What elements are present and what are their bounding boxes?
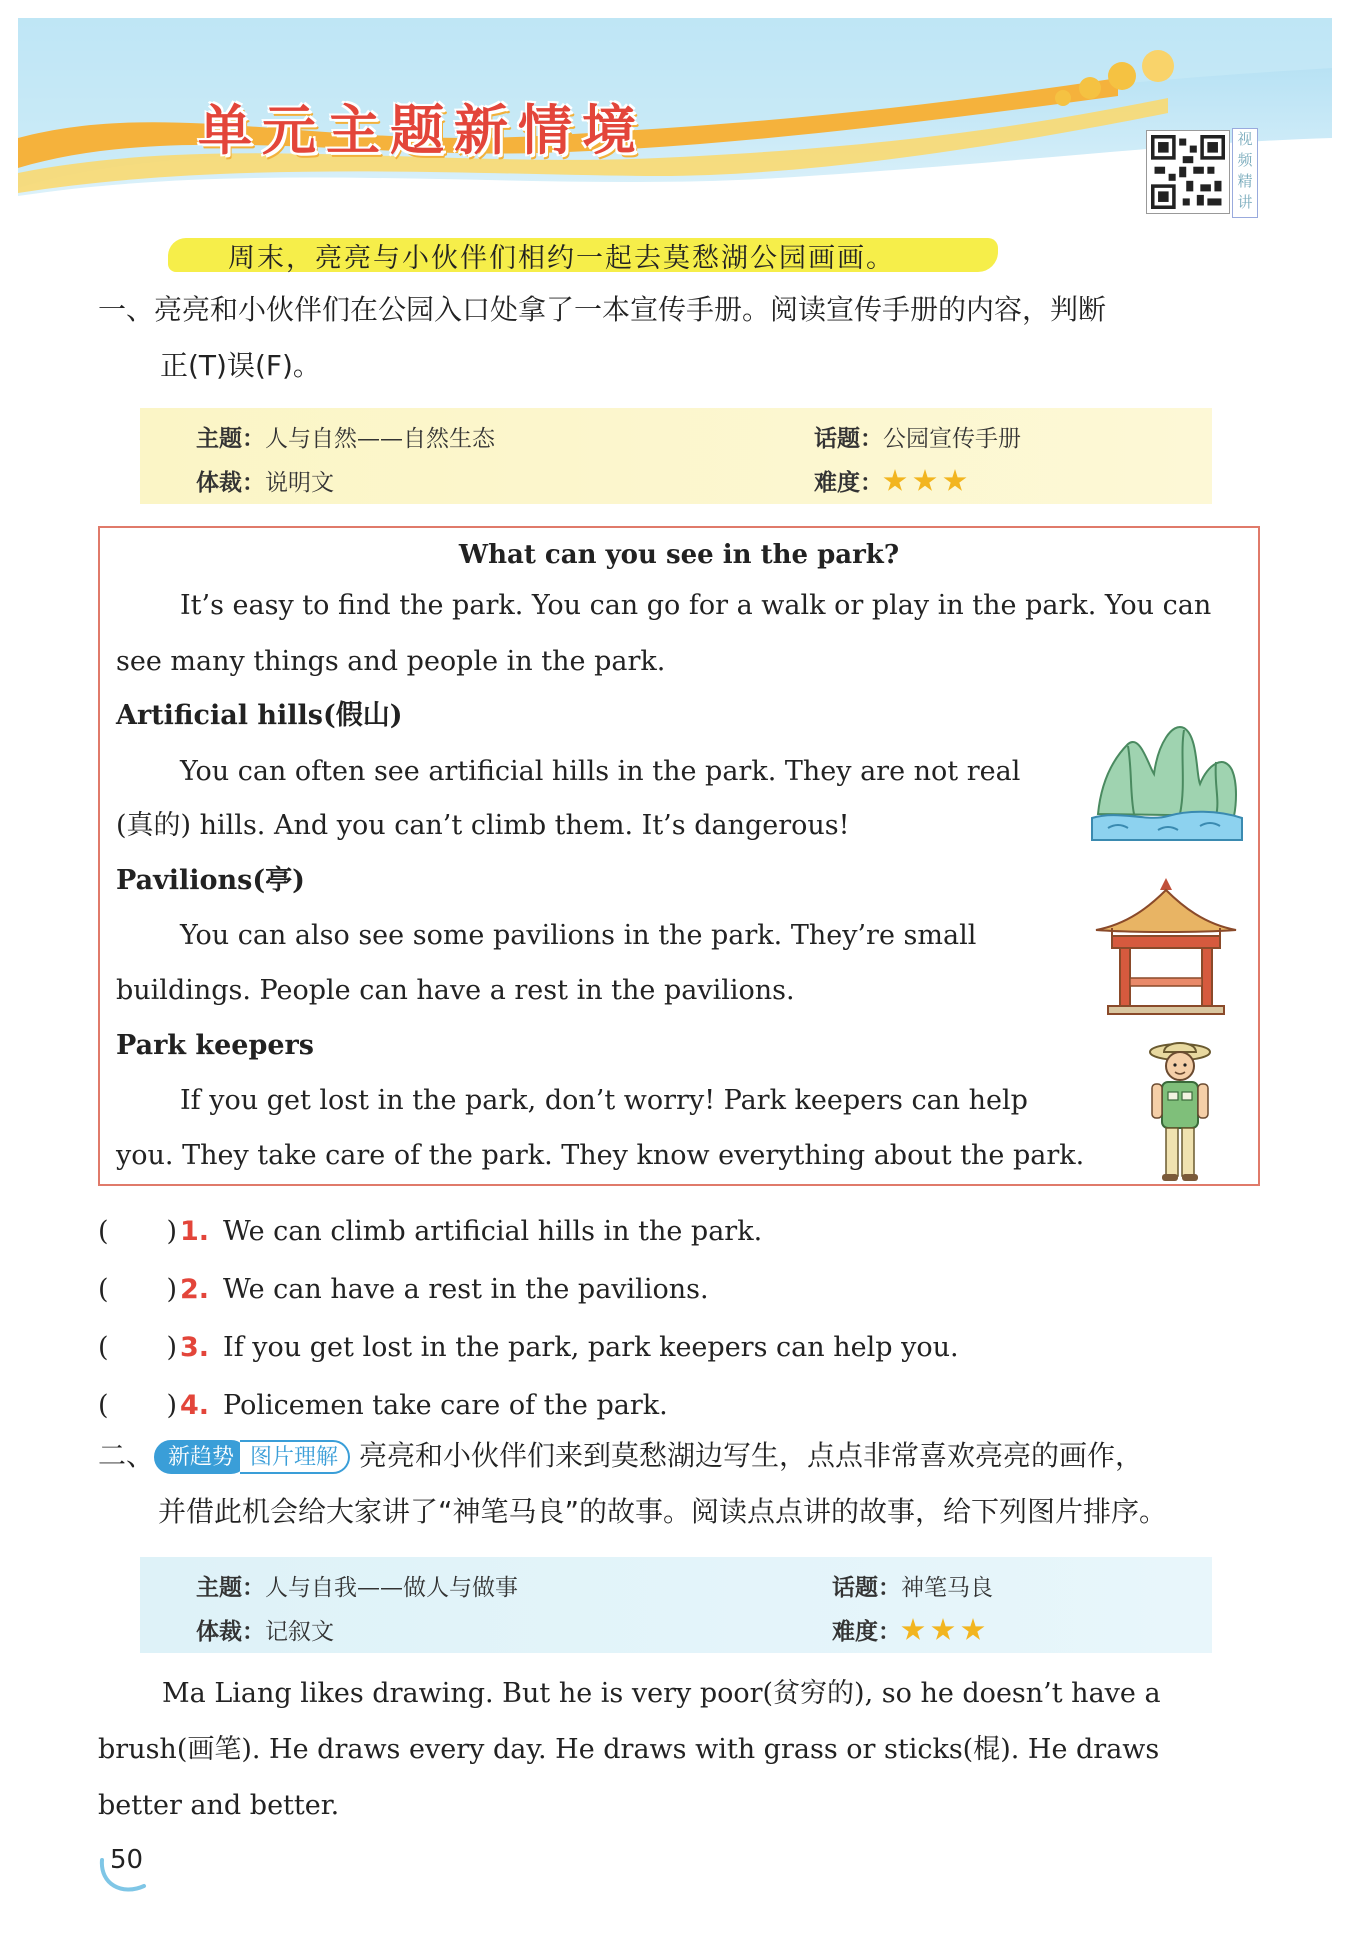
- hills-line2: (真的) hills. And you can’t climb them. It’s dangerous!: [116, 810, 850, 841]
- section1-line1: 一、亮亮和小伙伴们在公园入口处拿了一本宣传手册。阅读宣传手册的内容，判断: [98, 293, 1107, 326]
- story-line1: Ma Liang likes drawing. But he is very poor(贫穷的), so he doesn’t have a: [162, 1678, 1161, 1709]
- keepers-line2: you. They take care of the park. They know everything about the park.: [116, 1140, 1085, 1171]
- unit-theme-title: 单元主题新情境: [198, 99, 646, 162]
- theme-value: 人与自然——自然生态: [265, 426, 495, 452]
- section2-line2: 并借此机会给大家讲了“神笔马良”的故事。阅读点点讲的故事，给下列图片排序。: [158, 1495, 1168, 1528]
- passage-intro-line1: It’s easy to find the park. You can go for a walk or play in the park. You can: [180, 590, 1212, 621]
- topic-value-2: 神笔马良: [901, 1575, 993, 1601]
- topic-value: 公园宣传手册: [883, 426, 1021, 452]
- passage-box: [98, 526, 1260, 1186]
- new-trend-badge: 新趋势: [154, 1440, 248, 1474]
- scene-text: 周末，亮亮与小伙伴们相约一起去莫愁湖公园画画。: [228, 243, 895, 274]
- answer-blank-2[interactable]: ( ): [98, 1274, 178, 1305]
- star-icon: [913, 469, 937, 493]
- section2-line1: 亮亮和小伙伴们来到莫愁湖边写生，点点非常喜欢亮亮的画作，: [358, 1439, 1143, 1472]
- genre-row-2: 体裁：记叙文: [196, 1619, 334, 1645]
- scene-sentence: [168, 232, 998, 276]
- hills-line1: You can often see artificial hills in the park. They are not real: [180, 756, 1021, 787]
- park-keeper-illustration: [1140, 1038, 1220, 1184]
- genre-row: 体裁：说明文: [196, 470, 334, 496]
- pavilion-illustration: [1088, 874, 1244, 1018]
- genre-value-2: 记叙文: [265, 1619, 334, 1645]
- topic-row-2: 话题：神笔马良: [832, 1575, 993, 1601]
- difficulty-stars-2: [901, 1618, 991, 1648]
- answer-blank-3[interactable]: ( ): [98, 1332, 178, 1363]
- passage-title: What can you see in the park?: [458, 540, 900, 570]
- video-explanation-label[interactable]: 视频精讲: [1232, 128, 1258, 218]
- heading-artificial-hills: Artificial hills(假山): [116, 700, 403, 731]
- section1-line2: 正(T)误(F)。: [160, 349, 321, 382]
- genre-value: 说明文: [265, 470, 334, 496]
- difficulty-row: 难度：: [814, 464, 973, 499]
- keepers-line1: If you get lost in the park, don’t worry! Park keepers can help: [180, 1085, 1028, 1116]
- question-2-text: We can have a rest in the pavilions.: [223, 1274, 709, 1305]
- question-3: ( ) 3. If you get lost in the park, park keepers can help you.: [98, 1332, 959, 1363]
- passage-intro-line2: see many things and people in the park.: [116, 646, 666, 677]
- star-icon: [901, 1618, 925, 1642]
- question-4: ( ) 4. Policemen take care of the park.: [98, 1390, 668, 1421]
- section2-info-box: [140, 1557, 1212, 1653]
- story-line2: brush(画笔). He draws every day. He draws with grass or sticks(棍). He draws: [98, 1734, 1160, 1765]
- star-icon: [943, 469, 967, 493]
- story-line3: better and better.: [98, 1790, 340, 1821]
- artificial-hill-illustration: [1088, 714, 1244, 844]
- star-icon: [883, 469, 907, 493]
- question-2: ( ) 2. We can have a rest in the pavilions.: [98, 1274, 709, 1305]
- difficulty-row-2: 难度：: [832, 1613, 991, 1648]
- answer-blank-4[interactable]: ( ): [98, 1390, 178, 1421]
- theme-row-2: 主题：人与自我——做人与做事: [196, 1575, 518, 1601]
- qr-code-icon[interactable]: [1146, 130, 1230, 214]
- section2-prefix: 二、: [98, 1439, 155, 1472]
- section1-heading: [98, 282, 1268, 394]
- question-1: ( ) 1. We can climb artificial hills in the park.: [98, 1216, 763, 1247]
- question-3-text: If you get lost in the park, park keepers can help you.: [223, 1332, 959, 1363]
- heading-pavilions: Pavilions(亭): [116, 865, 305, 896]
- page-number: 50: [110, 1845, 144, 1875]
- section2-heading: [98, 1428, 1288, 1540]
- theme-row: 主题：人与自然——自然生态: [196, 426, 495, 452]
- section1-info-box: [140, 408, 1212, 504]
- topic-row: 话题：公园宣传手册: [814, 426, 1021, 452]
- theme-value-2: 人与自我——做人与做事: [265, 1575, 518, 1601]
- header-banner: [18, 18, 1332, 218]
- pavilions-line1: You can also see some pavilions in the park. They’re small: [180, 920, 977, 951]
- difficulty-stars: [883, 469, 973, 499]
- pavilions-line2: buildings. People can have a rest in the pavilions.: [116, 975, 795, 1006]
- heading-park-keepers: Park keepers: [116, 1030, 314, 1061]
- story-passage: [98, 1666, 1258, 1834]
- question-4-text: Policemen take care of the park.: [223, 1390, 668, 1421]
- picture-understanding-badge: 图片理解: [240, 1440, 350, 1474]
- answer-blank-1[interactable]: ( ): [98, 1216, 178, 1247]
- star-icon: [931, 1618, 955, 1642]
- star-icon: [961, 1618, 985, 1642]
- question-1-text: We can climb artificial hills in the park.: [223, 1216, 763, 1247]
